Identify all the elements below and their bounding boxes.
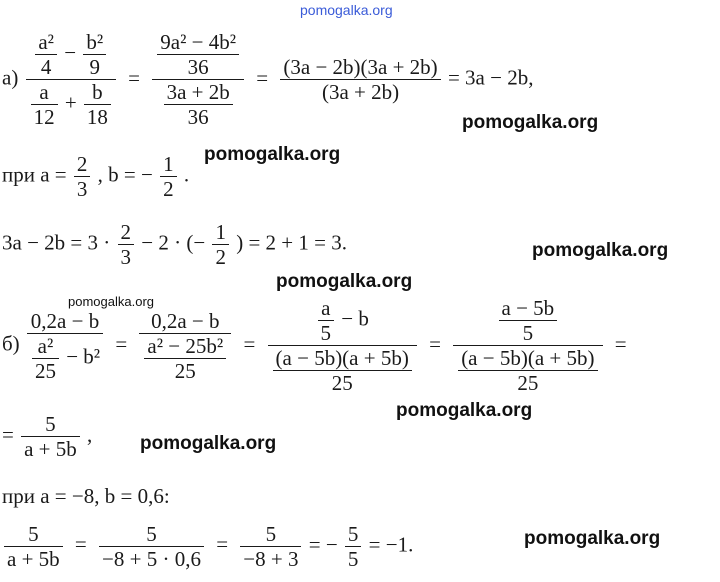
watermark: pomogalka.org bbox=[140, 433, 277, 454]
condition-b: при a = −8, b = 0,6: bbox=[2, 484, 170, 508]
fraction-complex: $\frac{\frac{a - 5b}{5}}{\frac{(a - 5b)(a + 5b)}{25}}$ bbox=[453, 296, 602, 396]
calculation-b: $\frac{5}{a + 5b}$ = $\frac{5}{-8 + 5 \cdot 0,6}$ = $\frac{5}{-8 + 3}$ = − $\frac{5}{5}$ = −1. bbox=[2, 522, 413, 571]
watermark: pomogalka.org bbox=[462, 112, 599, 133]
fraction: $\frac{(3a - 2b)(3a + 2b)}{(3a + 2b)}$ bbox=[280, 55, 440, 104]
fraction-complex: $\frac{\frac{\text{9a² − 4b²}}{36}}{\frac{3a + 2b}{36}}$ bbox=[152, 30, 244, 130]
part-a-result: = 3a − 2b, bbox=[447, 65, 534, 90]
part-b-label: б) bbox=[2, 331, 20, 356]
watermark: pomogalka.org bbox=[532, 240, 669, 261]
part-a-label: а) bbox=[2, 65, 19, 90]
watermark-top: pomogalka.org bbox=[300, 2, 393, 18]
watermark: pomogalka.org bbox=[524, 528, 661, 549]
fraction-complex: 0,2a − b $\frac{\text{a²}}{25}$ − b² bbox=[27, 309, 103, 383]
watermark: pomogalka.org bbox=[68, 294, 154, 309]
part-b-line: б) 0,2a − b $\frac{\text{a²}}{25}$ − b² = $\frac{0,2a - b}{\frac{\text{a² − 25b²}}{25}}$ = $\frac{a}{5}$ − b $\frac{(a - 5b)(a + 5b)}{25}$ = $\frac{\frac{a - 5b}{5}}{\frac{(a - 5b)(a + 5b)}{25}}$ = bbox=[2, 296, 627, 396]
fraction-complex: $\frac{0,2a - b}{\frac{\text{a² − 25b²}}{25}}$ bbox=[139, 309, 231, 383]
watermark: pomogalka.org bbox=[396, 400, 533, 421]
fraction-complex: $\frac{a}{5}$ − b $\frac{(a - 5b)(a + 5b)}{25}$ bbox=[268, 296, 417, 396]
calculation-a: 3a − 2b = 3 · $\frac{2}{3}$ − 2 · (− $\frac{1}{2}$ ) = 2 + 1 = 3. bbox=[2, 220, 347, 270]
result-b: = $\frac{5}{a + 5b}$ , bbox=[2, 412, 93, 462]
watermark: pomogalka.org bbox=[204, 144, 341, 165]
fraction-complex: $\frac{\text{a²}}{4}$ − $\frac{\text{b²}}{9}$ $\frac{a}{12}$ + $\frac{b}{18}$ bbox=[26, 30, 116, 130]
watermark: pomogalka.org bbox=[276, 271, 413, 292]
condition-a: при a = $\frac{2}{3}$ , b = − $\frac{1}{2}$ . bbox=[2, 152, 190, 202]
part-a-line: а) $\frac{\text{a²}}{4}$ − $\frac{\text{b²}}{9}$ $\frac{a}{12}$ + $\frac{b}{18}$ = $\frac{\frac{\text{9a² − 4b²}}{36}}{\frac{3a + 2b}{36}}$ = $\frac{(3a - 2b)(3a + 2b)}{(3a + 2b)}$ = 3a − 2b, bbox=[2, 30, 534, 130]
